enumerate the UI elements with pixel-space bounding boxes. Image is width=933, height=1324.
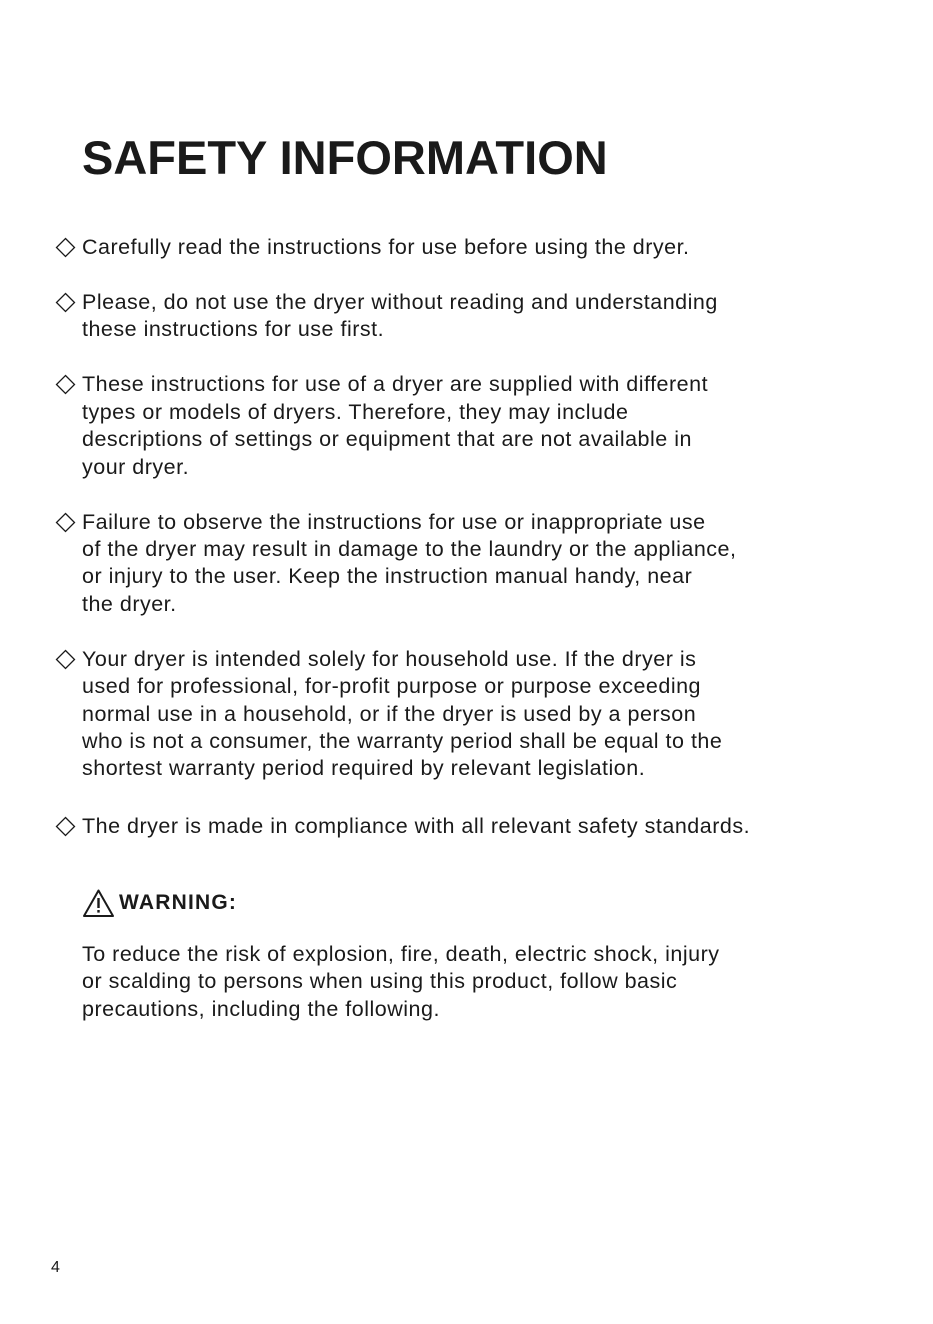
warning-triangle-icon bbox=[82, 888, 115, 918]
bullet-line: of the dryer may result in damage to the laundry or the appliance, bbox=[82, 537, 737, 562]
bullet-line: The dryer is made in compliance with all relevant safety standards. bbox=[82, 813, 751, 838]
bullet-line: Your dryer is intended solely for household use. If the dryer is bbox=[82, 646, 697, 671]
warning-label: WARNING: bbox=[119, 891, 238, 914]
bullet-line: Please, do not use the dryer without reading and understanding bbox=[82, 290, 718, 314]
bullet-do-not-use-without-reading bbox=[55, 289, 915, 344]
bullet-line: types or models of dryers. Therefore, they may include bbox=[82, 399, 629, 424]
bullet-line: the dryer. bbox=[82, 591, 177, 616]
bullet-line: these instructions for use first. bbox=[82, 317, 385, 342]
bullet-household-use bbox=[55, 646, 915, 783]
bullet-line: Failure to observe the instructions for use or inappropriate use bbox=[82, 509, 706, 534]
bullet-line: or injury to the user. Keep the instruction manual handy, near bbox=[82, 564, 693, 589]
page-number: 4 bbox=[51, 1259, 60, 1276]
diamond-icon bbox=[55, 237, 76, 258]
safety-bullet-list bbox=[55, 234, 915, 840]
warning-line: precautions, including the following. bbox=[82, 996, 440, 1021]
bullet-failure-to-observe bbox=[55, 509, 915, 619]
warning-heading bbox=[82, 886, 882, 920]
bullet-read-instructions bbox=[55, 234, 915, 261]
diamond-icon bbox=[55, 649, 76, 670]
bullet-line: normal use in a household, or if the dryer is used by a person bbox=[82, 701, 697, 726]
bullet-safety-standards bbox=[55, 813, 915, 840]
bullet-line: who is not a consumer, the warranty period shall be equal to the bbox=[82, 729, 723, 754]
bullet-line: your dryer. bbox=[82, 454, 190, 479]
bullet-line: descriptions of settings or equipment that are not available in bbox=[82, 427, 692, 452]
bullet-line: These instructions for use of a dryer are supplied with different bbox=[82, 372, 709, 397]
bullet-line: used for professional, for-profit purpose or purpose exceeding bbox=[82, 674, 702, 699]
bullet-line: Carefully read the instructions for use before using the dryer. bbox=[82, 235, 690, 259]
diamond-icon bbox=[55, 816, 76, 837]
warning-line: To reduce the risk of explosion, fire, death, electric shock, injury bbox=[82, 942, 720, 966]
diamond-icon bbox=[55, 512, 76, 533]
warning-line: or scalding to persons when using this product, follow basic bbox=[82, 969, 678, 994]
bullet-different-models bbox=[55, 371, 915, 481]
diamond-icon bbox=[55, 374, 76, 395]
bullet-line: shortest warranty period required by relevant legislation. bbox=[82, 756, 646, 781]
diamond-icon bbox=[55, 292, 76, 313]
warning-block bbox=[82, 886, 882, 1023]
warning-text bbox=[82, 941, 882, 1023]
page-title: SAFETY INFORMATION bbox=[82, 131, 608, 184]
